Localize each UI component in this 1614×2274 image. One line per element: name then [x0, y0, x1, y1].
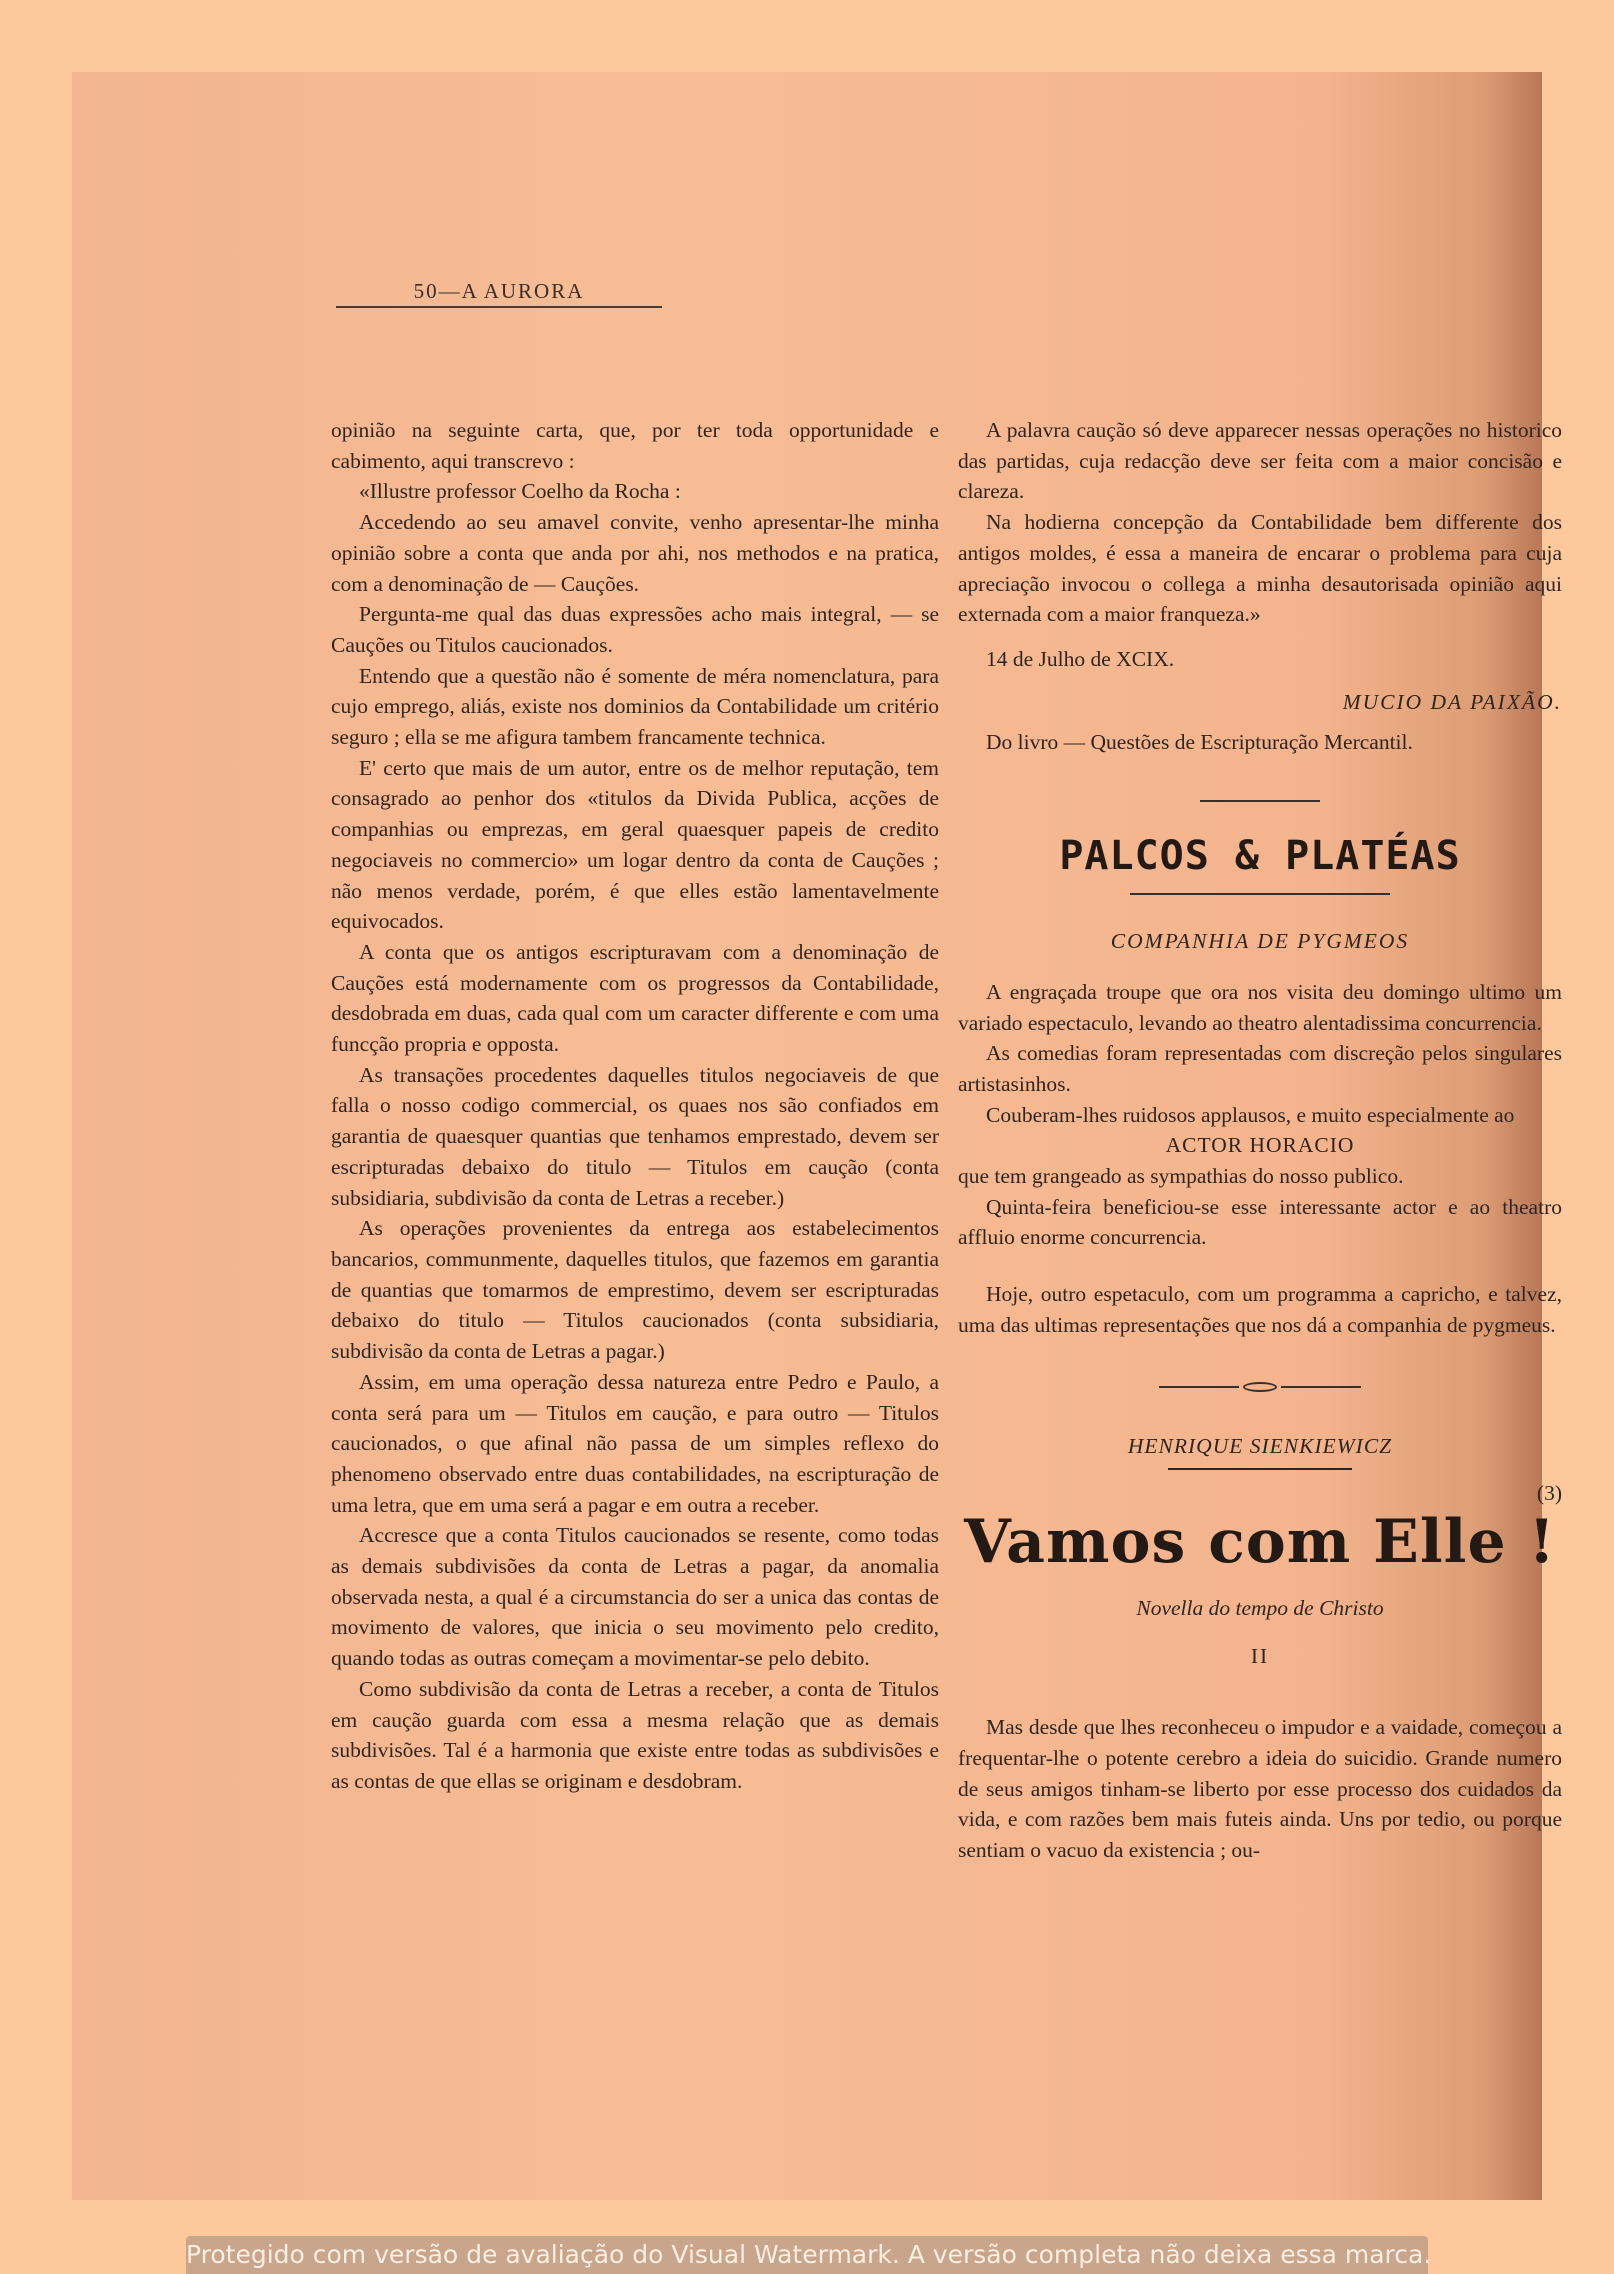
paragraph: As transações procedentes daquelles titulos negociaveis de que falla o nosso codigo commercial, os quaes nos são confiados em garantia de quaesquer quantias que tenhamos emprestado, devem ser escripturadas debaixo do titulo — Titulos em caução (conta subsidiaria, subdivisão da conta de Letras a receber.)	[331, 1062, 939, 1210]
ornament-divider-2	[958, 1371, 1562, 1402]
paragraph: que tem grangeado as sympathias do nosso publico.	[958, 1164, 1404, 1189]
right-column	[958, 415, 1562, 1866]
paragraph: opinião na seguinte carta, que, por ter toda opportunidade e cabimento, aqui transcrevo :	[331, 418, 939, 473]
actor-name: ACTOR HORACIO	[1165, 1133, 1355, 1158]
paragraph: Accresce que a conta Titulos caucionados se resente, como todas as demais subdivisões da conta de Letras a pagar, da anomalia observada nesta, a qual é a circumstancia do ser a unica das contas de movimento de valores, que inicia o seu movimento pelo credito, quando todas as outras começam a movimentar-se pelo debito.	[331, 1523, 939, 1671]
section-title: PALCOS & PLATÉAS	[1059, 832, 1461, 879]
novel-subtitle: Novella do tempo de Christo	[1136, 1595, 1384, 1620]
source-note: Do livro — Questões de Escripturação Mercantil.	[986, 730, 1413, 755]
title-rule	[958, 877, 1562, 908]
letter-signature: MUCIO DA PAIXÃO.	[1342, 689, 1562, 714]
paragraph: A palavra caução só deve apparecer nessas operações no historico das partidas, cuja redacção deve ser feita com a maior concisão e clareza.	[958, 418, 1562, 504]
section-subtitle: COMPANHIA DE PYGMEOS	[1110, 929, 1410, 954]
left-column	[331, 415, 939, 1797]
page-header: 50—A AURORA	[336, 279, 662, 308]
paragraph: Quinta-feira beneficiou-se esse interessante actor e ao theatro affluio enorme concurrencia.	[958, 1194, 1562, 1250]
letter-date: 14 de Julho de XCIX.	[986, 646, 1175, 671]
paragraph: Como subdivisão da conta de Letras a receber, a conta de Titulos em caução guarda com essa a mesma relação que as demais subdivisões. Tal é a harmonia que existe entre todas as subdivisões e as contas de que ellas se originam e desdobram.	[331, 1676, 939, 1793]
paragraph: Assim, em uma operação dessa natureza entre Pedro e Paulo, a conta será para um — Titulos em caução, e para outro — Titulos caucionados, o que afinal não passa de um simples reflexo do phenomeno observado entre duas contabilidades, na escripturação de uma letra, que em uma será a pagar e em outra a receber.	[331, 1369, 939, 1517]
paragraph: Pergunta-me qual das duas expressões acho mais integral, — se Cauções ou Titulos caucionados.	[331, 602, 939, 657]
paragraph: Couberam-lhes ruidosos applausos, e muito especialmente ao	[986, 1102, 1515, 1127]
newspaper-page	[72, 72, 1562, 2200]
letter-conclusion	[958, 415, 1562, 630]
novel-title: Vamos com Elle !	[964, 1506, 1556, 1577]
chapter-number: II	[1250, 1644, 1270, 1669]
theatre-closing: Hoje, outro espetaculo, com um programma a capricho, e talvez, uma das ultimas representações que nos dá a companhia de pygmeus.	[958, 1282, 1562, 1337]
theatre-review-continued	[958, 1161, 1562, 1253]
paragraph: Entendo que a questão não é somente de méra nomenclatura, para cujo emprego, aliás, existe nos dominios da Contabilidade um critério seguro ; ella se me afigura tambem francamente technica.	[331, 663, 939, 750]
part-number: (3)	[1536, 1480, 1562, 1505]
author-rule	[1168, 1468, 1352, 1470]
paragraph: A conta que os antigos escripturavam com a denominação de Cauções está modernamente com os progressos da Contabilidade, desdobrada em duas, cada qual com um caracter differente e com uma funcção propria e opposta.	[331, 939, 939, 1057]
novel-text: Mas desde que lhes reconheceu o impudor e a vaidade, começou a frequentar-lhe o potente cerebro a ideia do suicidio. Grande numero de seus amigos tinham-se liberto por esse processo dos cuidados da vida, e com razões bem mais futeis ainda. Uns por tedio, ou porque sentiam o vacuo da existencia ; ou-	[958, 1715, 1562, 1862]
author-heading: HENRIQUE SIENKIEWICZ	[1127, 1434, 1393, 1459]
watermark-banner: Protegido com versão de avaliação do Visual Watermark. A versão completa não deixa essa marca.	[186, 2236, 1428, 2274]
paragraph: «Illustre professor Coelho da Rocha :	[359, 479, 681, 504]
paragraph: Accedendo ao seu amavel convite, venho apresentar-lhe minha opinião sobre a conta que anda por ahi, nos methodos e na pratica, com a denominação de — Cauções.	[331, 510, 939, 596]
paragraph: A engraçada troupe que ora nos visita deu domingo ultimo um variado espectaculo, levando ao theatro alentadissima concurrencia.	[958, 979, 1562, 1035]
paragraph: As operações provenientes da entrega aos estabelecimentos bancarios, communmente, daquelles titulos, que fazemos em garantia de quantias que tomarmos de emprestimo, devem ser escripturadas debaixo do titulo — Titulos caucionados (conta subsidiaria, subdivisão da conta de Letras a pagar.)	[331, 1216, 939, 1364]
paragraph: Na hodierna concepção da Contabilidade bem differente dos antigos moldes, é essa a maneira de encarar o problema para cuja apreciação invocou o collega a minha desautorisada opinião aqui externada com a maior franqueza.»	[958, 510, 1562, 627]
ornament-divider	[958, 784, 1562, 815]
paragraph: E' certo que mais de um autor, entre os de melhor reputação, tem consagrado ao penhor dos «titulos da Divida Publica, acções de companhias ou emprezas, em geral quaesquer papeis de credito negociaveis no commercio» um logar dentro da conta de Cauções ; não menos verdade, porém, é que elles estão lamentavelmente equivocados.	[331, 755, 939, 934]
paragraph: As comedias foram representadas com discreção pelos singulares artistasinhos.	[958, 1041, 1562, 1096]
theatre-review	[958, 977, 1562, 1131]
